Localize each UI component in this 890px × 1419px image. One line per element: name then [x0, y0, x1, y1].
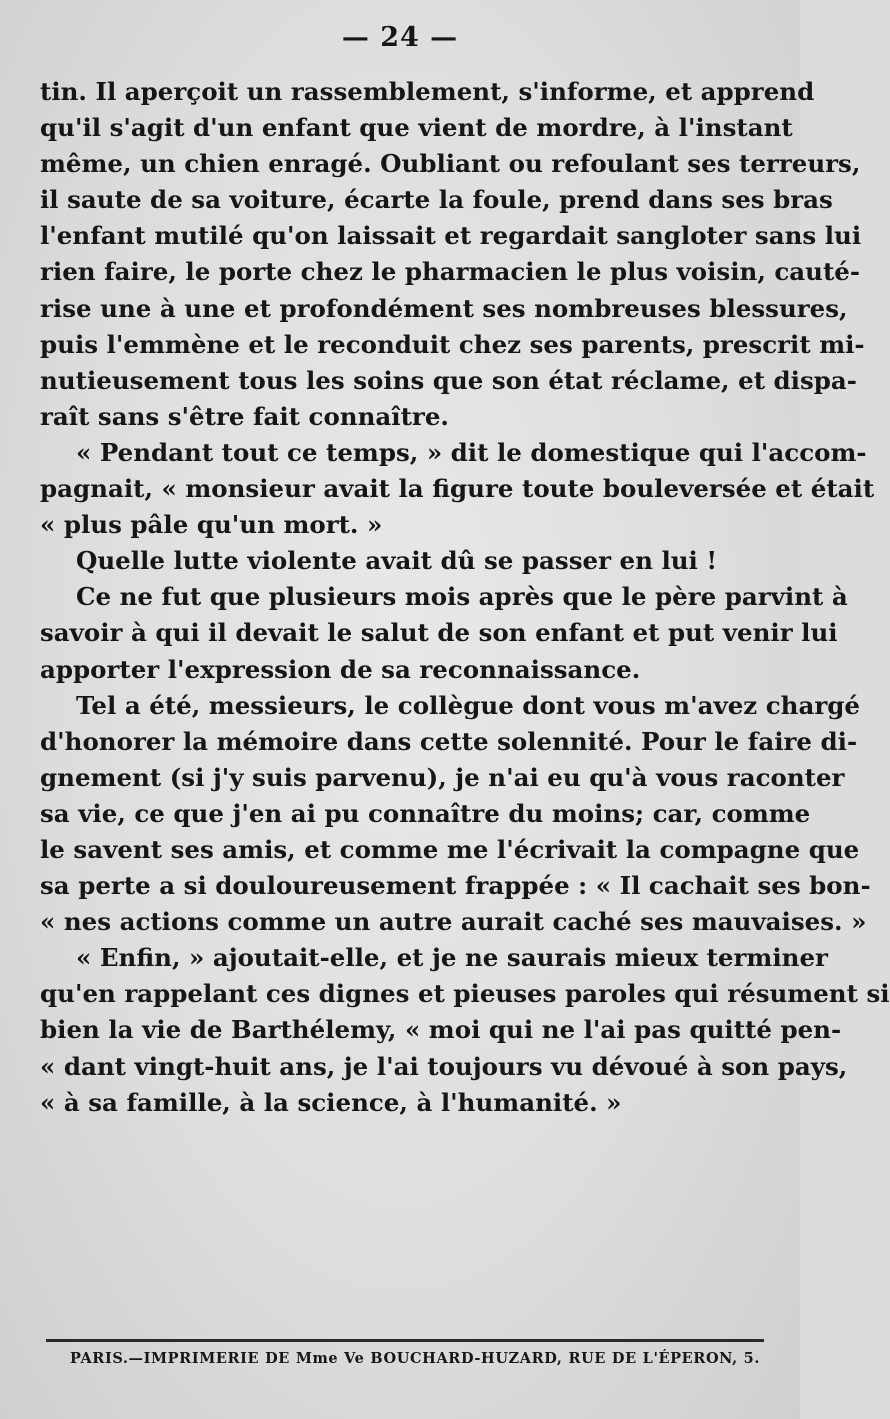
- text-line: raît sans s'être fait connaître.: [40, 401, 449, 431]
- text-line: « à sa famille, à la science, à l'humanité. »: [40, 1087, 622, 1117]
- text-line: d'honorer la mémoire dans cette solennité. Pour le faire di-: [40, 726, 858, 756]
- text-line: même, un chien enragé. Oubliant ou refoulant ses terreurs,: [40, 149, 861, 179]
- footer-rule: [46, 1339, 764, 1342]
- text-line: sa perte a si douloureusement frappée : « Il cachait ses bon-: [40, 871, 871, 901]
- text-line: apporter l'expression de sa reconnaissance.: [40, 654, 641, 684]
- text-line: il saute de sa voiture, écarte la foule, prend dans ses bras: [40, 185, 833, 215]
- page-number: — 24 —: [341, 22, 459, 53]
- text-line: puis l'emmène et le reconduit chez ses parents, prescrit mi-: [40, 329, 865, 359]
- text-line: rien faire, le porte chez le pharmacien le plus voisin, cauté-: [40, 257, 861, 287]
- text-line: tin. Il aperçoit un rassemblement, s'informe, et apprend: [40, 77, 815, 106]
- printer-imprint: PARIS.—IMPRIMERIE DE Mme Ve BOUCHARD-HUZARD, RUE DE L'ÉPERON, 5.: [70, 1350, 760, 1367]
- text-line: Ce ne fut que plusieurs mois après que le père parvint à: [76, 582, 848, 612]
- text-line: le savent ses amis, et comme me l'écrivait la compagne que: [40, 834, 860, 864]
- text-line: « Enfin, » ajoutait-elle, et je ne saurais mieux terminer: [76, 943, 828, 973]
- text-line: qu'en rappelant ces dignes et pieuses paroles qui résument si: [40, 979, 890, 1009]
- text-line: bien la vie de Barthélemy, « moi qui ne l'ai pas quitté pen-: [40, 1015, 842, 1045]
- text-line: « plus pâle qu'un mort. »: [40, 510, 383, 540]
- text-line: « nes actions comme un autre aurait caché ses mauvaises. »: [40, 907, 867, 937]
- text-line: Tel a été, messieurs, le collègue dont vous m'avez chargé: [76, 690, 860, 720]
- body-text: [40, 74, 890, 1121]
- text-line: « dant vingt-huit ans, je l'ai toujours vu dévoué à son pays,: [40, 1051, 848, 1081]
- text-line: rise une à une et profondément ses nombreuses blessures,: [40, 293, 848, 323]
- text-line: pagnait, « monsieur avait la figure toute bouleversée et était: [40, 474, 875, 504]
- text-line: sa vie, ce que j'en ai pu connaître du moins; car, comme: [40, 798, 811, 828]
- text-line: nutieusement tous les soins que son état réclame, et dispa-: [40, 365, 857, 395]
- text-line: Quelle lutte violente avait dû se passer en lui !: [76, 546, 718, 576]
- text-line: qu'il s'agit d'un enfant que vient de mordre, à l'instant: [40, 113, 793, 143]
- text-line: savoir à qui il devait le salut de son enfant et put venir lui: [40, 618, 838, 648]
- text-line: l'enfant mutilé qu'on laissait et regardait sangloter sans lui: [40, 221, 862, 251]
- text-line: « Pendant tout ce temps, » dit le domestique qui l'accom-: [76, 437, 867, 467]
- text-line: gnement (si j'y suis parvenu), je n'ai eu qu'à vous raconter: [40, 762, 845, 792]
